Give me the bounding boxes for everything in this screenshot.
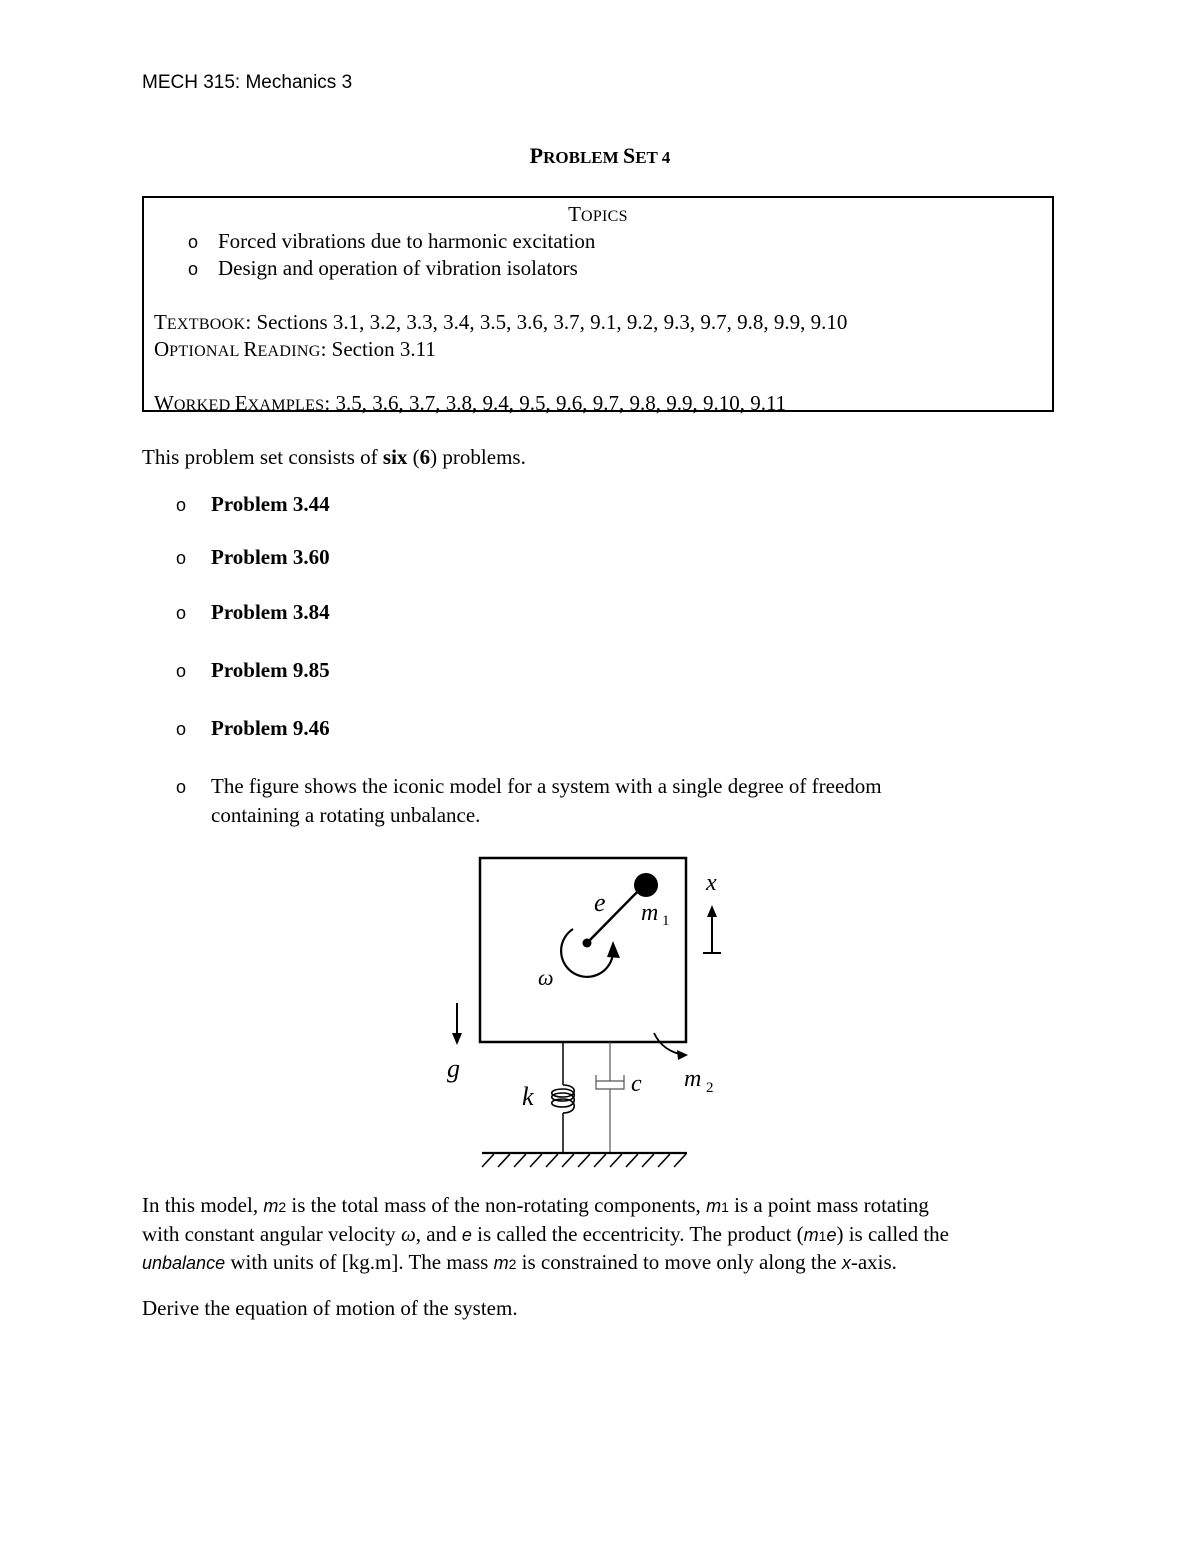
topic-item: o Forced vibrations due to harmonic excitation bbox=[188, 228, 595, 256]
label-omega: ω bbox=[538, 965, 554, 990]
label-m1-sub: 1 bbox=[662, 913, 670, 929]
problem-item: o Problem 3.60 bbox=[176, 545, 330, 569]
ground-hatching bbox=[482, 1154, 686, 1167]
intro-text: This problem set consists of six (6) problems. bbox=[142, 445, 526, 469]
problem-item: o Problem 3.84 bbox=[176, 600, 330, 624]
topics-heading: TOPICS bbox=[568, 202, 628, 226]
point-mass-m1 bbox=[634, 873, 658, 897]
textbook-line: TEXTBOOK: Sections 3.1, 3.2, 3.3, 3.4, 3.5, 3.6, 3.7, 9.1, 9.2, 9.3, 9.7, 9.8, 9.9, 9.10 bbox=[154, 310, 848, 334]
label-e: e bbox=[594, 888, 606, 917]
worked-examples-line: WORKED EXAMPLES: 3.5, 3.6, 3.7, 3.8, 9.4, 9.5, 9.6, 9.7, 9.8, 9.9, 9.10, 9.11 bbox=[154, 391, 787, 415]
title-rest-1: ROBLEM bbox=[543, 148, 623, 167]
problem-item: o Problem 3.44 bbox=[176, 492, 330, 516]
label-c: c bbox=[631, 1071, 642, 1097]
title-cap-1: P bbox=[529, 143, 544, 168]
course-header: MECH 315: Mechanics 3 bbox=[142, 72, 353, 93]
description-line-3: unbalance with units of [kg.m]. The mass m2 is constrained to move only along the x-axis. bbox=[142, 1250, 897, 1274]
rotation-arrowhead bbox=[607, 941, 620, 958]
topic-item: o Design and operation of vibration isolators bbox=[188, 255, 578, 283]
bullet-o-icon: o bbox=[188, 232, 199, 252]
problem-item: o Problem 9.46 bbox=[176, 716, 330, 740]
bullet-o-icon: o bbox=[176, 661, 187, 681]
bullet-o-icon: o bbox=[176, 548, 187, 568]
page-title bbox=[0, 143, 1200, 169]
bullet-o-icon: o bbox=[176, 777, 187, 797]
title-cap-2: S bbox=[622, 143, 636, 168]
bullet-o-icon: o bbox=[176, 603, 187, 623]
description-line-2: with constant angular velocity ω, and e is called the eccentricity. The product (m1e) is called the bbox=[142, 1222, 949, 1246]
task-text: Derive the equation of motion of the system. bbox=[142, 1296, 518, 1320]
figure-problem-item: o The figure shows the iconic model for a system with a single degree of freedom bbox=[176, 774, 882, 798]
figure-problem-item-cont: containing a rotating unbalance. bbox=[211, 803, 481, 827]
spring-coils bbox=[552, 1085, 575, 1113]
rotation-arrow bbox=[561, 929, 613, 977]
bullet-o-icon: o bbox=[188, 259, 199, 279]
problem-item: o Problem 9.85 bbox=[176, 658, 330, 682]
description-line-1: In this model, m2 is the total mass of the non-rotating components, m1 is a point mass rotating bbox=[142, 1193, 929, 1217]
label-m2-sub: 2 bbox=[706, 1080, 714, 1096]
rotation-center bbox=[583, 939, 592, 948]
label-m1: m bbox=[641, 900, 659, 926]
bullet-o-icon: o bbox=[176, 719, 187, 739]
g-arrowhead bbox=[452, 1033, 462, 1045]
label-k: k bbox=[522, 1082, 534, 1111]
topics-box bbox=[142, 196, 1054, 415]
x-arrowhead bbox=[707, 905, 717, 917]
title-rest-2: ET 4 bbox=[635, 148, 671, 167]
optional-reading-line: OPTIONAL READING: Section 3.11 bbox=[154, 337, 436, 361]
label-x: x bbox=[706, 870, 717, 896]
label-m2: m bbox=[684, 1066, 702, 1092]
label-g: g bbox=[447, 1054, 460, 1083]
bullet-o-icon: o bbox=[176, 495, 187, 515]
rotating-unbalance-figure bbox=[430, 845, 740, 1180]
